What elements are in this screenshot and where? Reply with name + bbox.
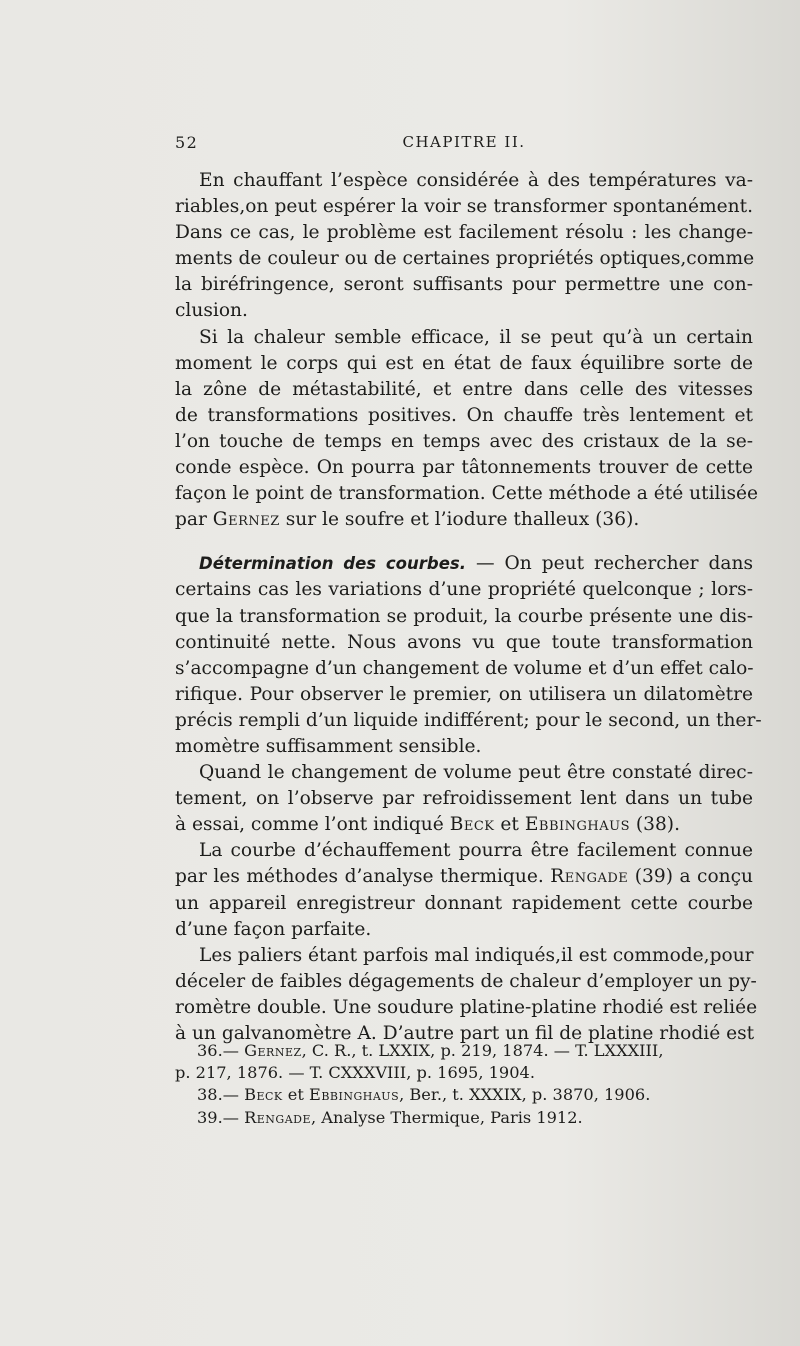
text-fragment: (39) a conçu <box>628 866 753 888</box>
text-line: Dans ce cas, le problème est facilement résolu : les change- <box>175 222 753 244</box>
text-line: la zône de métastabilité, et entre dans celle des vitesses <box>175 378 753 400</box>
footnote-number: 36.— <box>197 1041 245 1060</box>
text-line: rifique. Pour observer le premier, on utilisera un dilatomètre <box>175 683 753 705</box>
author-name: Beck <box>449 814 495 836</box>
text-line: conde espèce. On pourra par tâtonnements trouver de cette <box>175 457 753 479</box>
footnote-36 <box>175 1040 753 1062</box>
author-name: Rengade <box>244 1107 312 1127</box>
text-line: ments de couleur ou de certaines propriétés optiques,comme <box>175 248 755 270</box>
text-line: Les paliers étant parfois mal indiqués,il est commode,pour <box>199 944 754 966</box>
footnote-36-continuation: p. 217, 1876. — T. CXXXVIII, p. 1695, 1904. <box>175 1063 535 1083</box>
author-name: Ebbinghaus <box>524 814 630 836</box>
footnotes <box>175 1040 753 1129</box>
text-line: En chauffant l’espèce considérée à des températures va- <box>199 170 753 191</box>
text-line: que la transformation se produit, la courbe présente une dis- <box>175 605 753 627</box>
text-fragment: et <box>282 1085 310 1105</box>
text-line: Si la chaleur semble efficace, il se peut qu’à un certain <box>199 326 753 348</box>
author-name: Beck <box>244 1085 283 1105</box>
text-line: la biréfringence, seront suffisants pour permettre une con- <box>175 274 753 296</box>
page-header <box>175 133 753 155</box>
text-line <box>175 864 753 890</box>
text-fragment: (38). <box>629 814 680 836</box>
text-fragment: et <box>494 814 525 836</box>
author-name: Gernez <box>212 509 280 531</box>
text-line: façon le point de transformation. Cette méthode a été utilisée <box>175 483 758 505</box>
text-line: tement, on l’observe par refroidissement lent dans un tube <box>175 788 753 810</box>
footnote-text: , C. R., t. LXXIX, p. 219, 1874. — T. LXXXIII, <box>301 1041 664 1060</box>
footnote-number: 39.— <box>197 1107 245 1127</box>
page-number: 52 <box>175 133 199 152</box>
text-fragment: par <box>175 509 213 531</box>
text-fragment: — On peut rechercher dans <box>466 553 753 575</box>
text-line: de transformations positives. On chauffe très lentement et <box>175 404 753 426</box>
text-line: continuité nette. Nous avons vu que toute transformation <box>175 631 753 653</box>
text-line: moment le corps qui est en état de faux équilibre sorte de <box>175 352 753 374</box>
text-line <box>175 507 753 533</box>
author-name: Gernez <box>244 1041 302 1060</box>
section-title: Détermination des courbes. <box>199 554 466 574</box>
footnote-39 <box>175 1107 753 1129</box>
section-heading-line <box>175 551 753 577</box>
running-head: CHAPITRE II. <box>402 133 526 151</box>
text-line <box>175 812 753 838</box>
section-gap <box>175 533 753 551</box>
text-line: déceler de faibles dégagements de chaleur d’employer un py- <box>175 970 757 992</box>
text-line: à un galvanomètre A. D’autre part un fil de platine rhodié est <box>175 1023 755 1044</box>
text-line: La courbe d’échauffement pourra être facilement connue <box>199 840 753 862</box>
text-line: d’une façon parfaite. <box>175 918 372 940</box>
text-line: riables,on peut espérer la voir se transformer spontanément. <box>175 196 753 218</box>
author-name: Ebbinghaus <box>309 1085 400 1105</box>
text-line: romètre double. Une soudure platine-platine rhodié est reliée <box>175 996 758 1018</box>
text-line: Quand le changement de volume peut être constaté direc- <box>199 762 753 784</box>
footnote-text: , Ber., t. XXXIX, p. 3870, 1906. <box>399 1085 651 1105</box>
text-fragment: par les méthodes d’analyse thermique. <box>175 866 551 888</box>
text-line: clusion. <box>175 300 248 322</box>
text-line: précis rempli d’un liquide indifférent; pour le second, un ther- <box>175 709 762 731</box>
text-fragment: à essai, comme l’ont indiqué <box>175 814 450 836</box>
text-line: certains cas les variations d’une propriété quelconque ; lors- <box>175 579 753 601</box>
footnote-number: 38.— <box>197 1085 245 1105</box>
text-line: l’on touche de temps en temps avec des cristaux de la se- <box>175 430 753 452</box>
text-line: s’accompagne d’un changement de volume et d’un effet calo- <box>175 657 754 679</box>
page-body <box>175 168 762 1047</box>
text-line: un appareil enregistreur donnant rapidement cette courbe <box>175 892 753 914</box>
footnote-text: , Analyse Thermique, Paris 1912. <box>311 1107 583 1127</box>
text-fragment: sur le soufre et l’iodure thalleux (36). <box>279 509 640 531</box>
author-name: Rengade <box>550 866 629 888</box>
text-line: momètre suffisamment sensible. <box>175 735 482 757</box>
footnote-38 <box>175 1084 753 1106</box>
